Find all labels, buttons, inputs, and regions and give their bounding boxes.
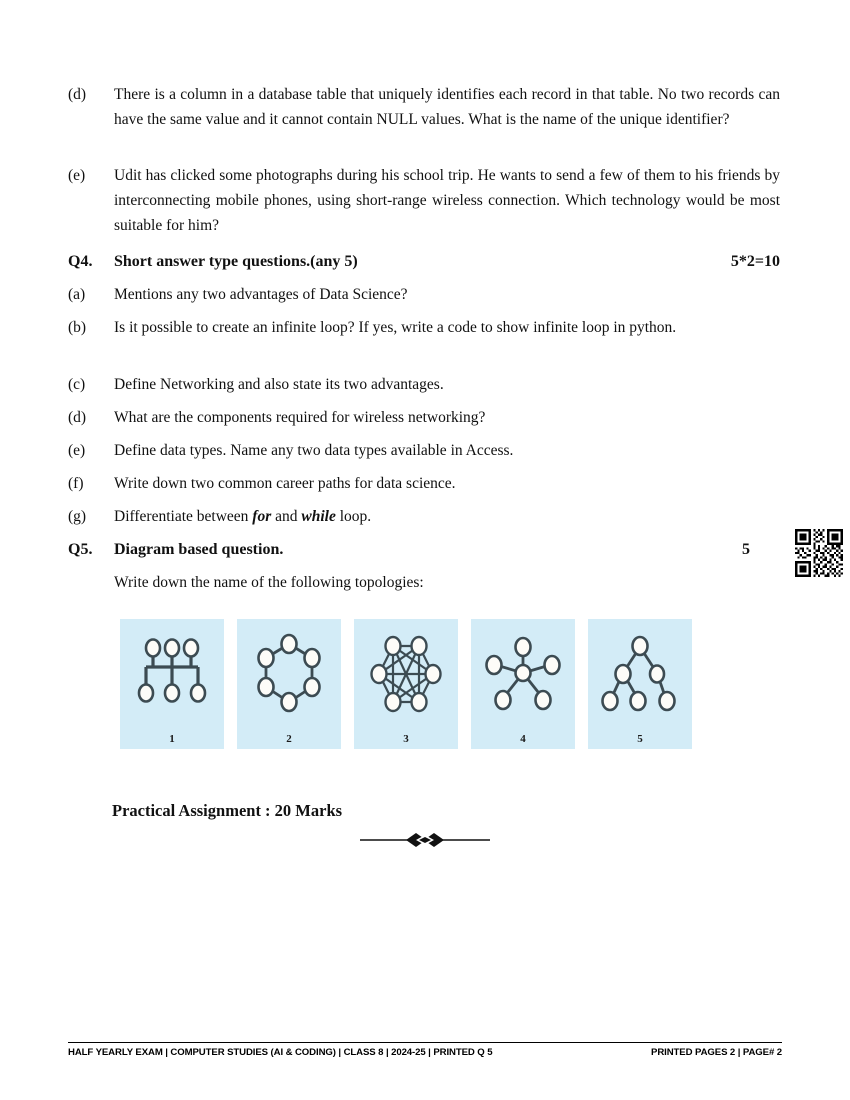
question-text: Define data types. Name any two data types available in Access. bbox=[114, 442, 514, 459]
question-marker: (c) bbox=[68, 376, 86, 393]
topology-panel-bus bbox=[120, 619, 224, 749]
question-text: There is a column in a database table that uniquely identifies each record in that table. No two records can have the same value and it cannot contain NULL values. What is the name of the unique identifier? bbox=[114, 86, 780, 128]
question-text-before: Differentiate between bbox=[114, 508, 253, 525]
question-item-e-continued bbox=[68, 163, 780, 238]
section-divider-ornament bbox=[360, 828, 490, 852]
practical-assignment-heading: Practical Assignment : 20 Marks bbox=[112, 801, 343, 820]
topology-panel-tree bbox=[588, 619, 692, 749]
question-4-item-b bbox=[68, 315, 780, 340]
topology-panel-ring bbox=[237, 619, 341, 749]
question-text: Define Networking and also state its two advantages. bbox=[114, 376, 444, 393]
tree-topology-icon bbox=[588, 623, 692, 727]
topology-label: 2 bbox=[286, 733, 292, 745]
topology-label: 4 bbox=[520, 733, 526, 745]
question-text: Write down two common career paths for data science. bbox=[114, 475, 456, 492]
question-marker: (g) bbox=[68, 508, 87, 525]
question-4-marks: 5*2=10 bbox=[730, 253, 780, 270]
question-5-heading bbox=[68, 537, 708, 562]
question-4-item-a bbox=[68, 282, 780, 307]
question-marker: (d) bbox=[68, 86, 87, 103]
topology-label: 3 bbox=[403, 733, 409, 745]
mesh-topology-icon bbox=[354, 623, 458, 727]
question-title: Short answer type questions.(any 5) bbox=[114, 253, 358, 270]
question-5-instruction: Write down the name of the following topologies: bbox=[114, 574, 424, 591]
topology-panel-mesh bbox=[354, 619, 458, 749]
qr-code-icon bbox=[795, 529, 843, 577]
question-marker: (e) bbox=[68, 442, 86, 459]
star-topology-icon bbox=[471, 623, 575, 727]
topology-panel-star bbox=[471, 619, 575, 749]
question-text: Udit has clicked some photographs during his school trip. He wants to send a few of them to his friends by interconnecting mobile phones, using short-range wireless connection. Which technology would be most suitable for him? bbox=[114, 167, 780, 234]
question-text: Mentions any two advantages of Data Science? bbox=[114, 286, 408, 303]
question-text: Is it possible to create an infinite loop? If yes, write a code to show infinite loop in python. bbox=[114, 319, 677, 336]
footer-left-text: HALF YEARLY EXAM | COMPUTER STUDIES (AI & CODING) | CLASS 8 | 2024-25 | PRINTED Q 5 bbox=[68, 1047, 493, 1058]
topology-label: 1 bbox=[169, 733, 175, 745]
question-marker: (a) bbox=[68, 286, 86, 303]
footer-right-text: PRINTED PAGES 2 | PAGE# 2 bbox=[651, 1047, 782, 1058]
question-5-marks: 5 bbox=[742, 541, 750, 558]
ring-topology-icon bbox=[237, 623, 341, 727]
question-4-heading bbox=[68, 249, 708, 274]
question-number: Q4. bbox=[68, 253, 93, 270]
question-title: Diagram based question. bbox=[114, 541, 284, 558]
keyword-while: while bbox=[301, 508, 336, 525]
question-text: What are the components required for wireless networking? bbox=[114, 409, 486, 426]
question-marker: (d) bbox=[68, 409, 87, 426]
question-4-item-c bbox=[68, 372, 780, 397]
question-text-middle: and bbox=[271, 508, 302, 525]
question-number: Q5. bbox=[68, 541, 93, 558]
page-footer bbox=[68, 1042, 782, 1058]
question-4-item-d bbox=[68, 405, 780, 430]
question-marker: (e) bbox=[68, 167, 86, 184]
question-marker: (f) bbox=[68, 475, 84, 492]
question-text-after: loop. bbox=[335, 508, 372, 525]
bus-topology-icon bbox=[120, 623, 224, 727]
topology-label: 5 bbox=[637, 733, 643, 745]
question-4-item-g bbox=[68, 504, 780, 529]
question-4-item-f bbox=[68, 471, 780, 496]
question-text bbox=[114, 504, 780, 529]
keyword-for: for bbox=[252, 508, 272, 525]
question-item-d-continued bbox=[68, 82, 780, 132]
topology-diagram-strip bbox=[120, 619, 692, 749]
question-marker: (b) bbox=[68, 319, 87, 336]
question-4-item-e bbox=[68, 438, 780, 463]
